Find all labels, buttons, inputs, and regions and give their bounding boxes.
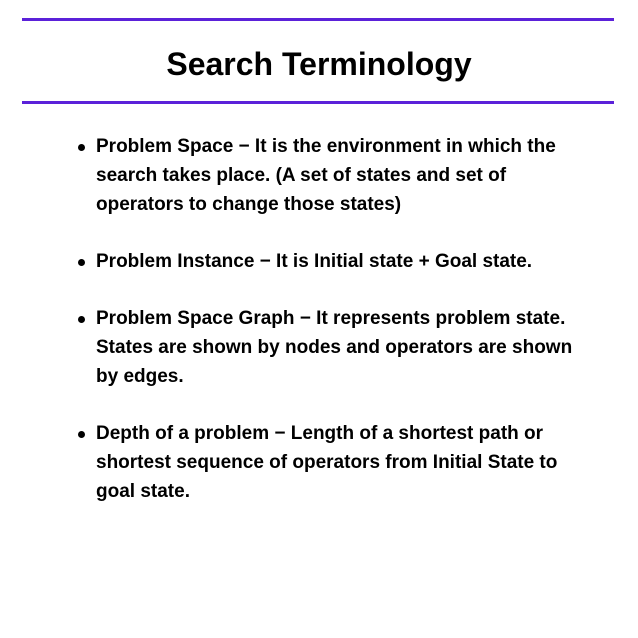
list-item (76, 247, 576, 276)
list-item (76, 132, 576, 219)
terminology-list (76, 132, 576, 534)
bullet-icon (78, 259, 85, 266)
term-text: Problem Space − It is the environment in which the search takes place. (A set of states and set of operators to change those states) (96, 136, 556, 215)
list-item (76, 419, 576, 506)
bullet-icon (78, 431, 85, 438)
term-text: Depth of a problem − Length of a shortest path or shortest sequence of operators from Initial State to goal state. (96, 423, 558, 502)
page-title: Search Terminology (166, 46, 472, 82)
term-text: Problem Instance − It is Initial state + Goal state. (96, 251, 533, 272)
bullet-icon (78, 316, 85, 323)
top-divider (22, 18, 614, 21)
term-text: Problem Space Graph − It represents problem state. States are shown by nodes and operators are shown by edges. (96, 308, 573, 387)
bottom-divider (22, 101, 614, 104)
bullet-icon (78, 144, 85, 151)
list-item (76, 304, 576, 391)
